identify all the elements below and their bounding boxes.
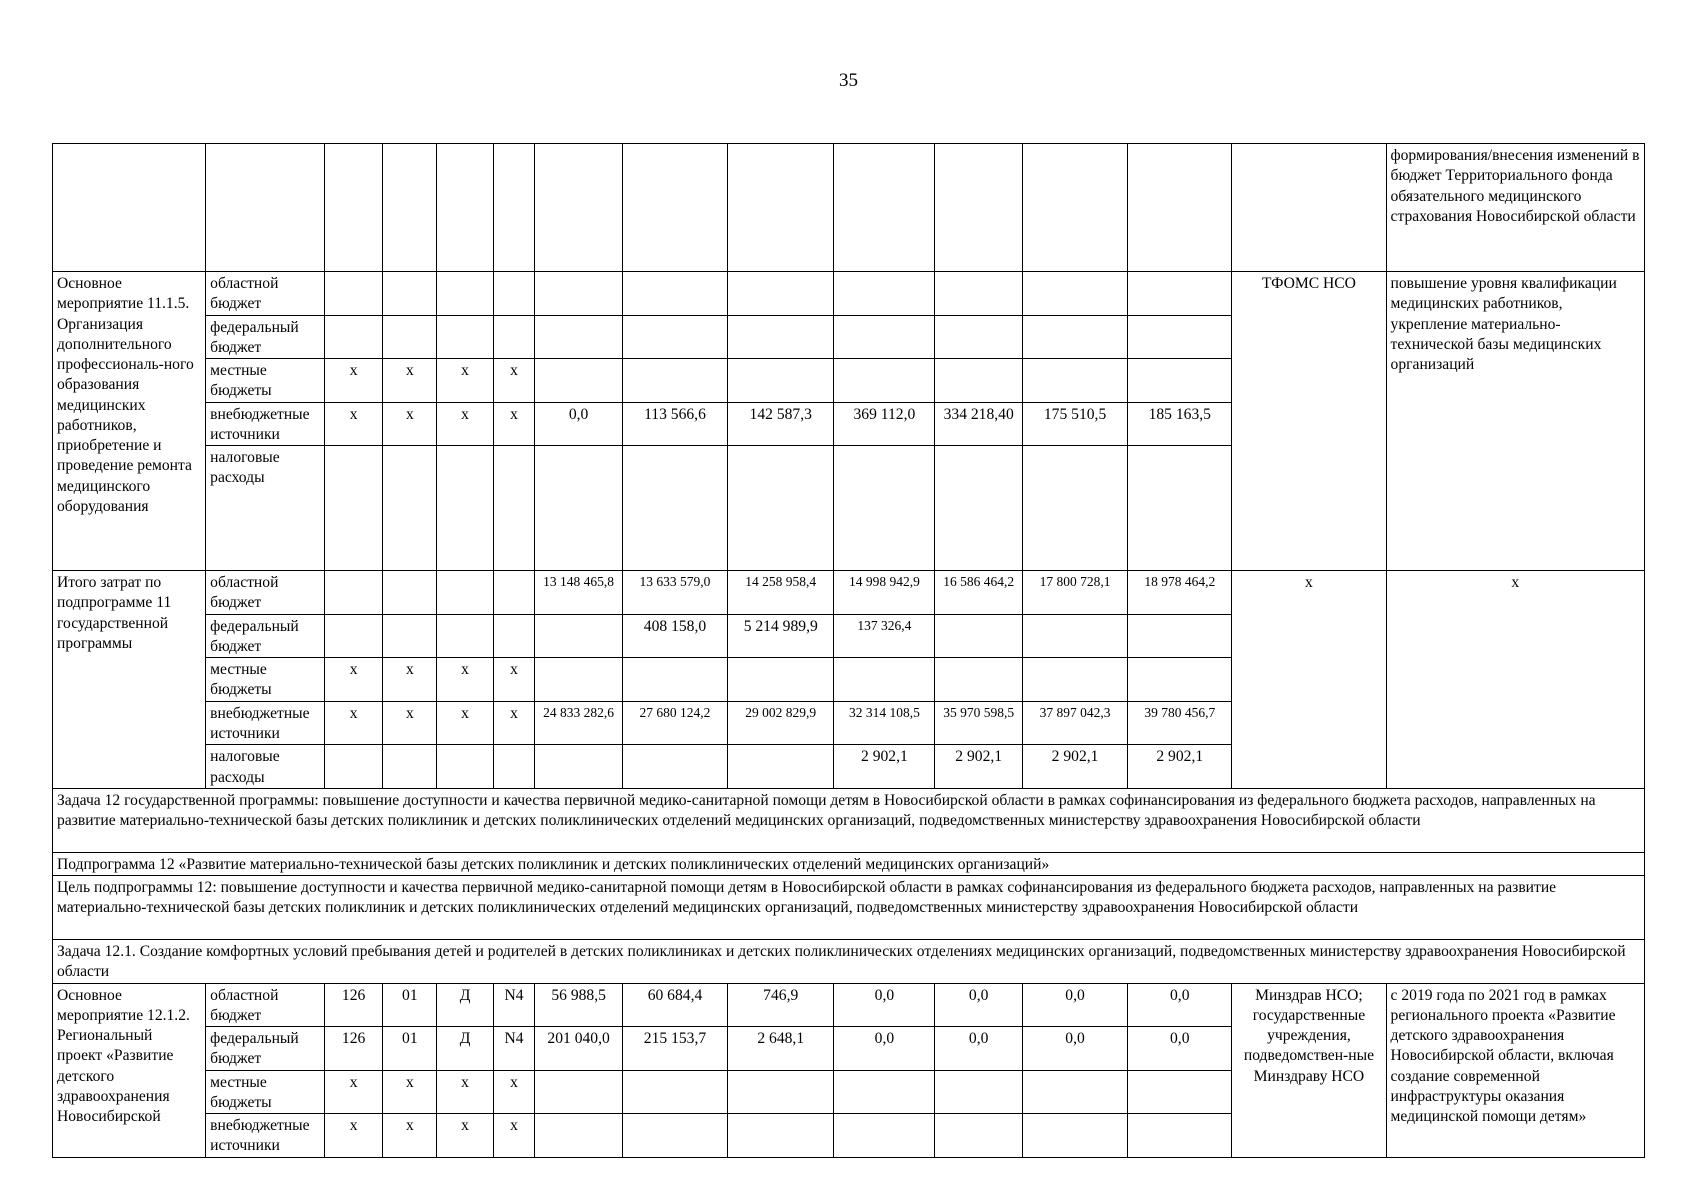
event-12-1-2-executor: Минздрав НСО; государственные учреждения, подведомствен-ные Минздраву НСО (1232, 983, 1386, 1157)
value-cell: 18 978 464,2 (1128, 571, 1232, 615)
value-cell: 60 684,4 (622, 983, 727, 1027)
value-cell: 137 326,4 (834, 614, 935, 658)
value-cell: 334 218,40 (935, 402, 1023, 446)
cell-x: х (324, 1114, 382, 1158)
continuation-result: формирования/внесения изменений в бюджет Территориального фонда обязательного медицинского страхования Новосибирской области (1386, 144, 1644, 272)
value-cell: 27 680 124,2 (622, 701, 727, 745)
source-label: местные бюджеты (206, 658, 325, 702)
cell-x: х (437, 1114, 493, 1158)
value-cell: 56 988,5 (535, 983, 623, 1027)
source-label: федеральный бюджет (206, 1027, 325, 1071)
value-cell: 2 902,1 (935, 745, 1023, 789)
total-11-regional-row (53, 571, 1645, 615)
value-cell: 13 148 465,8 (535, 571, 623, 615)
source-label: областной бюджет (206, 983, 325, 1027)
event-11-1-5-executor: ТФОМС НСО (1232, 272, 1386, 571)
task-12-1-row (53, 940, 1645, 984)
value-cell: 408 158,0 (622, 614, 727, 658)
value-cell: 13 633 579,0 (622, 571, 727, 615)
value-cell: 185 163,5 (1128, 402, 1232, 446)
value-cell: 0,0 (834, 983, 935, 1027)
goal-12-text: Цель подпрограммы 12: повышение доступности и качества первичной медико-санитарной помощи детям в Новосибирской области в рамках софинансирования из федерального бюджета расходов, направленных на развитие материально-технической базы детских поликлиник и детских поликлинических отделений медицинских организаций, подведомственных министерству здравоохранения Новосибирской области (53, 876, 1645, 940)
value-cell: 0,0 (935, 983, 1023, 1027)
value-cell: 37 897 042,3 (1022, 701, 1127, 745)
value-cell: 14 998 942,9 (834, 571, 935, 615)
cell-x: х (383, 359, 437, 403)
total-11-executor: х (1232, 571, 1386, 789)
value-cell: 2 648,1 (728, 1027, 834, 1071)
value-cell: 35 970 598,5 (935, 701, 1023, 745)
value-cell: 17 800 728,1 (1022, 571, 1127, 615)
value-cell: 2 902,1 (834, 745, 935, 789)
value-cell: 29 002 829,9 (728, 701, 834, 745)
value-cell: 142 587,3 (728, 402, 834, 446)
value-cell: 215 153,7 (622, 1027, 727, 1071)
value-cell: 5 214 989,9 (728, 614, 834, 658)
goal-12-row (53, 876, 1645, 940)
cell-x: х (324, 359, 382, 403)
cell-x: х (324, 402, 382, 446)
event-12-1-2-name: Основное мероприятие 12.1.2. Региональный проект «Развитие детского здравоохранения Новосибирской (53, 983, 206, 1157)
cell-x: х (383, 701, 437, 745)
code-cell: Д (437, 1027, 493, 1071)
cell-x: х (324, 701, 382, 745)
source-label: местные бюджеты (206, 1070, 325, 1114)
task-12-text: Задача 12 государственной программы: повышение доступности и качества первичной медико-санитарной помощи детям в Новосибирской области в рамках софинансирования из федерального бюджета расходов, направленных на развитие материально-технической базы детских поликлиник и детских поликлинических отделений медицинских организаций, подведомственных министерству здравоохранения Новосибирской области (53, 788, 1645, 852)
source-label: федеральный бюджет (206, 315, 325, 359)
page-number: 35 (839, 70, 858, 91)
value-cell: 201 040,0 (535, 1027, 623, 1071)
subprogram-12-text: Подпрограмма 12 «Развитие материально-технической базы детских поликлиник и детских поликлинических отделений медицинских организаций» (53, 852, 1645, 875)
value-cell: 0,0 (1128, 983, 1232, 1027)
total-11-result: х (1386, 571, 1644, 789)
source-label: областной бюджет (206, 571, 325, 615)
cell-x: х (493, 658, 535, 702)
code-cell: 01 (383, 983, 437, 1027)
cell-x: х (437, 402, 493, 446)
cell-x: х (493, 359, 535, 403)
value-cell: 0,0 (1022, 983, 1127, 1027)
code-cell: Д (437, 983, 493, 1027)
continuation-row (53, 144, 1645, 272)
event-11-1-5-name: Основное мероприятие 11.1.5. Организация дополнительного профессиональ-ного образования медицинских работников, приобретение и проведение ремонта медицинского оборудования (53, 272, 206, 571)
total-11-name: Итого затрат по подпрограмме 11 государственной программы (53, 571, 206, 789)
cell-x: х (493, 402, 535, 446)
code-cell: N4 (493, 983, 535, 1027)
cell-x: х (324, 1070, 382, 1114)
code-cell: N4 (493, 1027, 535, 1071)
cell-x: х (437, 701, 493, 745)
cell-x: х (493, 1070, 535, 1114)
budget-table (52, 143, 1645, 1158)
task-12-row (53, 788, 1645, 852)
source-label: налоговые расходы (206, 446, 325, 571)
cell-x: х (437, 658, 493, 702)
source-label: внебюджетные источники (206, 402, 325, 446)
value-cell: 113 566,6 (622, 402, 727, 446)
value-cell: 175 510,5 (1022, 402, 1127, 446)
value-cell: 14 258 958,4 (728, 571, 834, 615)
code-cell: 01 (383, 1027, 437, 1071)
task-12-1-text: Задача 12.1. Создание комфортных условий пребывания детей и родителей в детских поликлиниках и детских поликлинических отделениях медицинских организаций, подведомственных министерству здравоохранения Новосибирской области (53, 940, 1645, 984)
event-11-1-5-result: повышение уровня квалификации медицинских работников, укрепление материально-технической базы медицинских организаций (1386, 272, 1644, 571)
source-label: областной бюджет (206, 272, 325, 316)
cell-x: х (437, 1070, 493, 1114)
cell-x: х (383, 658, 437, 702)
cell-x: х (383, 402, 437, 446)
code-cell: 126 (324, 983, 382, 1027)
event-12-1-2-result: с 2019 года по 2021 год в рамках регионального проекта «Развитие детского здравоохранения Новосибирской области, включая создание современной инфраструктуры оказания медицинской помощи детям» (1386, 983, 1644, 1157)
cell-x: х (383, 1114, 437, 1158)
value-cell: 0,0 (1128, 1027, 1232, 1071)
value-cell: 32 314 108,5 (834, 701, 935, 745)
cell-x: х (493, 1114, 535, 1158)
event-11-1-5-regional-row (53, 272, 1645, 316)
value-cell: 0,0 (1022, 1027, 1127, 1071)
subprogram-12-row (53, 852, 1645, 875)
source-label: федеральный бюджет (206, 614, 325, 658)
source-label: внебюджетные источники (206, 1114, 325, 1158)
value-cell: 0,0 (834, 1027, 935, 1071)
value-cell: 2 902,1 (1022, 745, 1127, 789)
cell-x: х (324, 658, 382, 702)
source-label: внебюджетные источники (206, 701, 325, 745)
cell-x: х (383, 1070, 437, 1114)
cell-x: х (437, 359, 493, 403)
source-label: местные бюджеты (206, 359, 325, 403)
value-cell: 2 902,1 (1128, 745, 1232, 789)
value-cell: 0,0 (535, 402, 623, 446)
source-label: налоговые расходы (206, 745, 325, 789)
value-cell: 0,0 (935, 1027, 1023, 1071)
cell-x: х (493, 701, 535, 745)
value-cell: 39 780 456,7 (1128, 701, 1232, 745)
value-cell: 746,9 (728, 983, 834, 1027)
value-cell: 16 586 464,2 (935, 571, 1023, 615)
event-12-1-2-regional-row (53, 983, 1645, 1027)
value-cell: 369 112,0 (834, 402, 935, 446)
code-cell: 126 (324, 1027, 382, 1071)
value-cell: 24 833 282,6 (535, 701, 623, 745)
